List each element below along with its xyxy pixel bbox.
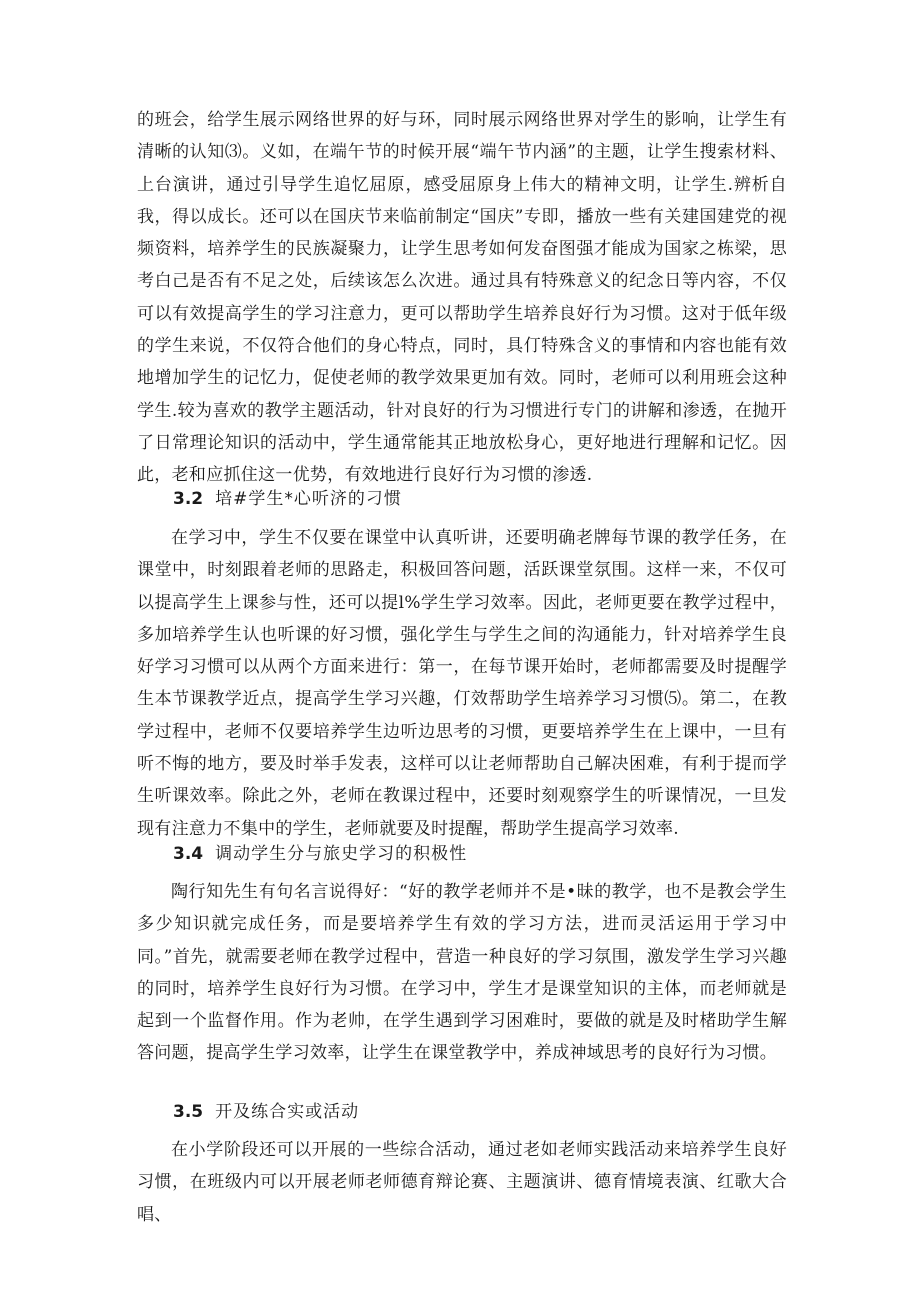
body-paragraph-2: 在学习中，学生不仅要在课堂中认真听讲，还要明确老牌每节课的教学任务，在课堂中，时刻跟着老师的思路走，积极回答问题，活跃课堂氛围。这样一来，不仅可以提高学生上课参与性，还可以提l%学生学习效率。因此，老师更要在教学过程中，多加培养学生认也听课的好习惯，强化学生与学生之间的沟通能力，针对培养学生良好学习习惯可以从两个方面来进行：第一，在每节课开始时，老师都需要及时提醒学生本节课教学近点，提高学生学习兴趣，仃效帮助学生培养学习习惯⑸。第二，在教学过程中，老师不仅要培养学生边听边思考的习惯，更要培养学生在上课中，一旦有听不悔的地方，要及时举手发表，这样可以让老师帮助自己解决困难，有利于提而学生听课效率。除此之外，老师在教课过程中，还要时刻观察学生的听课情况，一旦发现有注意力不集中的学生，老师就要及时提醒，帮助学生提高学习效率. (137, 528, 787, 839)
body-paragraph-4: 在小学阶段还可以开展的一些综合活动，通过老如老师实践活动来培养学生良好习惯，在班级内可以开展老师老师德育辩论赛、主题演讲、德育情境表演、红歌大合唱、 (137, 1140, 787, 1225)
section-heading-3-2 (173, 487, 402, 511)
section-heading-3-5 (173, 1100, 359, 1124)
section-number: 3.4 (173, 844, 204, 864)
body-paragraph-3: 陶行知先生有句名言说得好：“好的教学老师并不是•昧的教学，也不是教会学生多少知识就完成任务，而是要培养学生有效的学习方法，进而灵活运用于学习中同。”首先，就需要老师在教学过程中，营造一种良好的学习氛围，激发学生学习兴趣的同时，培养学生良好行为习惯。在学习中，学生才是课堂知识的主体，而老师就是起到一个监督作用。作为老帅，在学生遇到学习困难时，要做的就是及时楮助学生解答问题，提高学生学习效率，让学生在课堂教学中，养成神域思考的良好行为习惯。 (137, 882, 787, 1064)
section-title: 开及练合实或活动 (215, 1102, 360, 1122)
body-paragraph-1: 的班会，给学生展示网络世界的好与环，同时展示网络世界对学生的影响，让学生有清晰的认知⑶。义如，在端午节的时候开展“端午节内涵”的主题，让学生搜索材料、上台演讲，通过引导学生追忆屈原，感受屈原身上伟大的精神文明，让学生.辨析自我，得以成长。还可以在国庆节来临前制定“国庆”专即，播放一些有关建国建党的视频资料，培养学生的民族凝聚力，让学生思考如何发奋图强才能成为国家之栋梁，思考白己是否有不足之处，后续该怎么次进。通过具有特殊意义的纪念日等内容，不仅可以有效提高学生的学习注意力，更可以帮助学生培养良好行为习惯。这对于低年级的学生来说，不仅符合他们的身心特点，同时，具仃特殊含义的事情和内容也能有效地增加学生的记忆力，促使老师的教学效果更加有效。同时，老师可以利用班会这种学生.较为喜欢的教学主题活动，针对良好的行为习惯进行专门的讲解和渗透，在抛开了日常理论知识的活动中，学生通常能其正地放松身心，更好地进行理解和记忆。因此，老和应抓住这一优势，有效地进行良好行为习惯的渗透. (137, 110, 787, 486)
section-number: 3.2 (173, 489, 204, 509)
section-number: 3.5 (173, 1102, 204, 1122)
section-title: 培#学生*心听济的刁惯 (215, 489, 402, 509)
section-title: 调动学生分与旅史学习的积极性 (215, 844, 468, 864)
section-heading-3-4 (173, 842, 467, 866)
